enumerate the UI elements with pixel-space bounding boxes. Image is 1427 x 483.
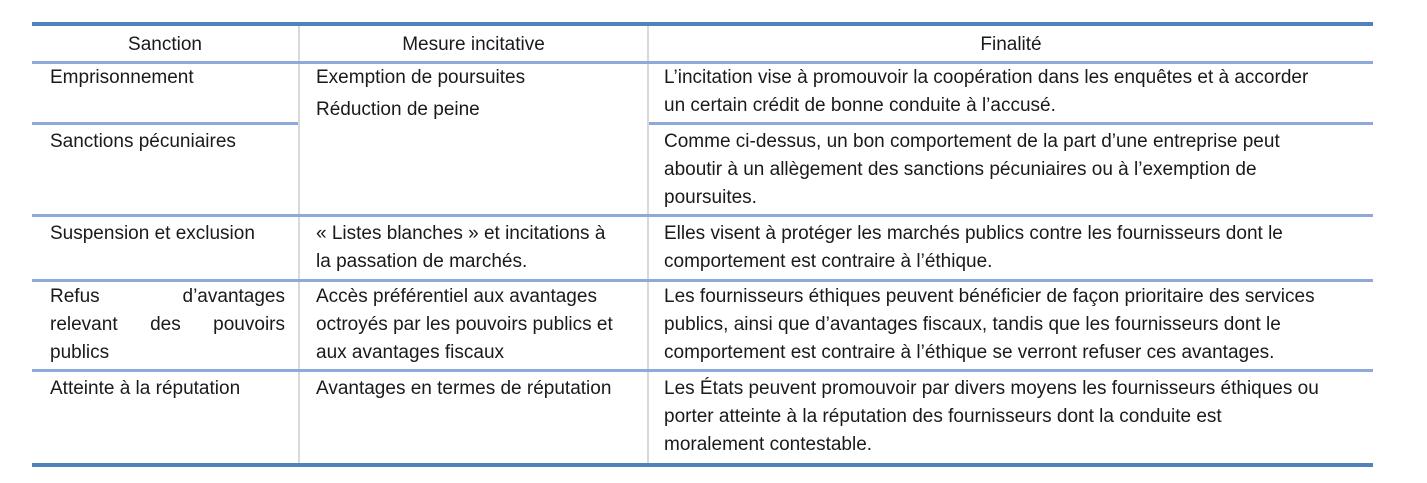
mesure-cell xyxy=(316,220,636,276)
sanction-cell: Emprisonnement xyxy=(50,67,194,88)
row-rule xyxy=(32,122,298,125)
sanction-cell xyxy=(50,283,285,367)
cell-line: Les fournisseurs éthiques peuvent bénéficier de façon prioritaire des services xyxy=(664,286,1315,307)
column-divider xyxy=(298,26,300,463)
cell-line: Avantages en termes de réputation xyxy=(316,378,612,399)
column-divider xyxy=(647,26,649,463)
finalite-cell xyxy=(664,64,1364,120)
table-top-rule xyxy=(32,22,1373,26)
header-mesure-incitative: Mesure incitative xyxy=(402,34,545,55)
cell-line: poursuites. xyxy=(664,187,757,208)
header-finalite: Finalité xyxy=(980,34,1042,55)
row-rule xyxy=(649,122,1373,125)
cell-line: Exemption de poursuites xyxy=(316,67,526,88)
mesure-cell xyxy=(316,64,636,124)
cell-line: la passation de marchés. xyxy=(316,251,528,272)
cell-line: moralement contestable. xyxy=(664,434,873,455)
mesure-cell xyxy=(316,375,636,403)
cell-line: Accès préférentiel aux avantages xyxy=(316,286,597,307)
cell-line: comportement est contraire à l’éthique se verront refuser ces avantages. xyxy=(664,342,1275,363)
cell-line: publics xyxy=(50,342,110,363)
cell-line: octroyés par les pouvoirs publics et xyxy=(316,314,613,335)
cell-line: publics, ainsi que d’avantages fiscaux, tandis que les fournisseurs dont le xyxy=(664,314,1281,335)
cell-line: « Listes blanches » et incitations à xyxy=(316,223,606,244)
row-rule xyxy=(32,214,1373,217)
cell-line: comportement est contraire à l’éthique. xyxy=(664,251,993,272)
sanction-cell: Sanctions pécuniaires xyxy=(50,131,236,152)
cell-line: Les États peuvent promouvoir par divers moyens les fournisseurs éthiques ou xyxy=(664,378,1319,399)
cell-line: L’incitation vise à promouvoir la coopération dans les enquêtes et à accorder xyxy=(664,67,1309,88)
finalite-cell xyxy=(664,220,1364,276)
cell-line: Elles visent à protéger les marchés publics contre les fournisseurs dont le xyxy=(664,223,1283,244)
cell-line: aux avantages fiscaux xyxy=(316,342,505,363)
cell-line: relevant des pouvoirs xyxy=(50,314,285,335)
cell-line: Réduction de peine xyxy=(316,99,480,120)
cell-line: Refus d’avantages xyxy=(50,286,285,307)
finalite-cell xyxy=(664,375,1364,459)
row-rule xyxy=(32,369,1373,372)
row-rule xyxy=(32,279,1373,282)
sanction-cell: Atteinte à la réputation xyxy=(50,378,241,399)
table-bottom-rule xyxy=(32,463,1373,467)
cell-line: porter atteinte à la réputation des fournisseurs dont la conduite est xyxy=(664,406,1222,427)
finalite-cell xyxy=(664,128,1364,212)
cell-line: aboutir à un allègement des sanctions pécuniaires ou à l’exemption de xyxy=(664,159,1257,180)
header-sanction: Sanction xyxy=(128,34,202,55)
cell-line: un certain crédit de bonne conduite à l’accusé. xyxy=(664,95,1056,116)
finalite-cell xyxy=(664,283,1364,367)
sanction-cell: Suspension et exclusion xyxy=(50,223,255,244)
mesure-cell xyxy=(316,283,636,367)
cell-line: Comme ci-dessus, un bon comportement de la part d’une entreprise peut xyxy=(664,131,1280,152)
